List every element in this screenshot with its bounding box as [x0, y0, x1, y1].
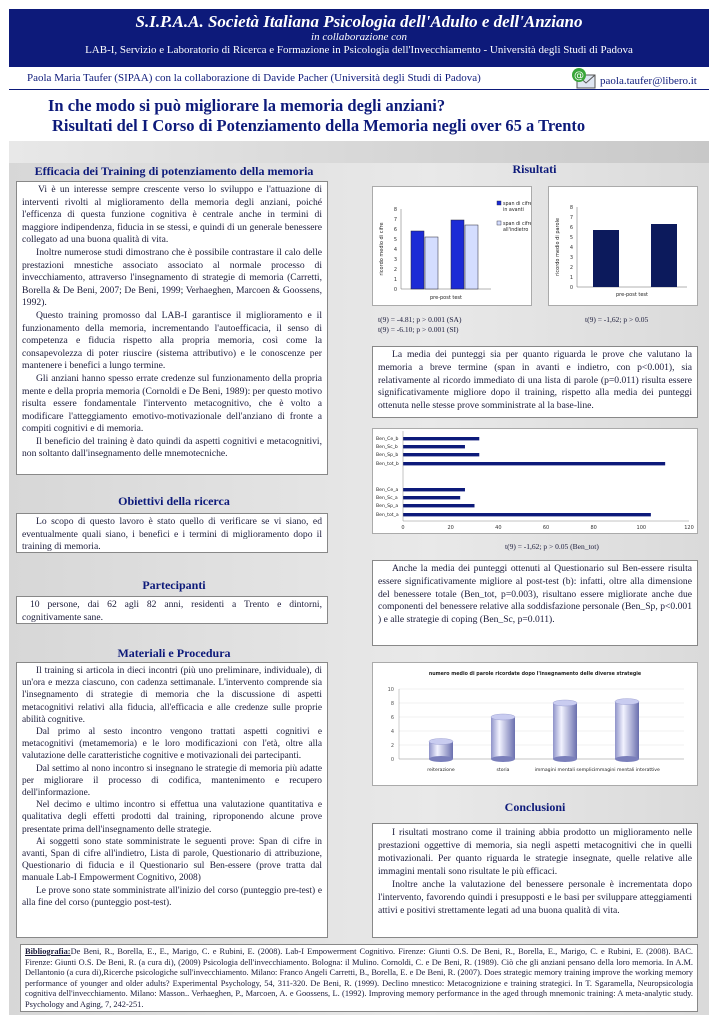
bar-Ben_tot_a: [403, 513, 651, 516]
bibliography-label: Bibliografia:: [25, 947, 71, 956]
y-tick-label: 10: [387, 687, 394, 693]
heading-obiettivi: Obiettivi della ricerca: [118, 494, 230, 508]
y-axis-label: ricordo medio di cifre: [379, 222, 385, 276]
bar-pre-0: [411, 231, 424, 289]
cylinder-base: [553, 756, 577, 762]
legend-label: span di cifre: [503, 222, 531, 227]
chart-parole-svg: [549, 187, 697, 305]
conclusioni-text: [372, 823, 698, 938]
materiali-p1: Il training si articola in dieci incontri (più uno preliminare, individuale), di un'ora e mezza ciascuno, con cadenza settimanale. L'intervento comprende sia l'insegnamento di strategie di memoria che la discussione di aspetti metacognitivi relativi alla fiducia, all'efficacia e alle credenze sulle proprie abilità cognitive.: [22, 666, 322, 725]
materiali-p6: Le prove sono state somministrate all'inizio del corso (punteggio pre-test) e alla fine del corso (punteggio post-test).: [22, 885, 322, 908]
chart-span-svg: [373, 187, 531, 305]
title-line-2: Risultati del I Corso di Potenziamento della Memoria negli over 65 a Trento: [52, 116, 586, 135]
bar-post-0: [451, 220, 464, 289]
cylinder-3: [615, 702, 639, 759]
y-tick-label: 0: [390, 757, 394, 763]
category-label: Ben_Sp_a: [376, 504, 399, 509]
chart-strategie: [372, 662, 698, 786]
heading-risultati: Risultati: [512, 162, 557, 176]
category-label: Ben_tot_a: [376, 513, 399, 518]
bibliography: [20, 944, 698, 1012]
efficacia-p1: Vi è un interesse sempre crescente verso lo sviluppo e l'attuazione di interventi rivolti al miglioramento della memoria degli anziani, poiché l'efficenza di questa funzione cognitiva è centrale anche in termini di maggiore indipendenza, fiducia in se stessi, e quindi di un generale benessere collegato ad una buona qualità di vita.: [22, 184, 322, 246]
header-subtitle: in collaborazione con: [311, 31, 407, 43]
materiali-p4: Nel decimo e ultimo incontro si effettua una valutazione quantitativa e qualitativa degli effetti prodotti dal training, riproponendo alcune prove presentate prima dell'insegnamento delle strategie.: [22, 800, 322, 835]
materiali-text: [16, 662, 328, 938]
category-label: Ben_Sc_a: [376, 496, 398, 501]
y-tick-label: 1: [393, 277, 397, 283]
bar-Ben_Ce_a: [403, 488, 465, 491]
stat-bentot: t(9) = -1,62; p > 0.05 (Ben_tot): [505, 542, 599, 551]
y-axis-label: ricordo medio di parole: [555, 217, 561, 277]
stat-parole: t(9) = -1,62; p > 0.05: [585, 315, 649, 324]
y-tick-label: 4: [569, 245, 573, 251]
title-line-1: In che modo si può migliorare la memoria degli anziani?: [48, 96, 446, 115]
cylinder-top: [429, 739, 453, 745]
x-tick-label: 100: [636, 525, 647, 531]
category-label: Ben_tot_b: [376, 462, 399, 467]
category-label: Ben_Ce_a: [376, 488, 399, 493]
y-tick-label: 5: [393, 237, 397, 243]
y-tick-label: 7: [393, 217, 397, 223]
stat-si: t(9) = -6.10; p > 0.001 (SI): [378, 325, 459, 334]
category-label: Ben_Sp_b: [376, 453, 399, 458]
y-tick-label: 3: [393, 257, 397, 263]
y-tick-label: 2: [393, 267, 397, 273]
y-tick-label: 6: [393, 227, 397, 233]
bar-Ben_Sp_a: [403, 504, 475, 507]
heading-efficacia: Efficacia dei Training di potenziamento della memoria: [34, 164, 314, 178]
efficacia-p4: Gli anziani hanno spesso errate credenze sul funzionamento della propria mente e della propria memoria (Cornoldi e De Beni, 1989): per questo motivo risulta essere fondamentale l'intervento metacognitivo, che è volto a modificare l'atteggiamento emotivo-motivazionale dell'anziano di fronte a compiti cognitivi e di memoria.: [22, 372, 322, 435]
cylinder-base: [615, 756, 639, 762]
bar-post: [651, 224, 677, 287]
email-link[interactable]: paola.taufer@libero.it: [600, 75, 697, 87]
y-tick-label: 5: [569, 235, 573, 241]
cylinder-1: [491, 717, 515, 759]
efficacia-p2: Inoltre numerose studi dimostrano che è possibile contrastare il calo delle prestazioni mnestiche associato associato al normale processo di invecchiamento, attraverso l'insegnamento di strategie di memoria (Carretti, Borella & De Beni, 2007; De Beni, 1999; Verhaeghen, Marcoen & Goossens, 1992).: [22, 246, 322, 309]
authors-line: Paola Maria Taufer (SIPAA) con la collaborazione di Davide Pacher (Università degli Studi di Padova): [27, 72, 481, 84]
cylinder-base: [491, 756, 515, 762]
header-banner: [9, 9, 709, 67]
header-divider: [9, 89, 709, 90]
cylinder-2: [553, 703, 577, 759]
heading-materiali: Materiali e Procedura: [117, 646, 231, 660]
category-label: storia: [496, 768, 510, 773]
partecipanti-text: [16, 596, 328, 624]
x-tick-label: 0: [401, 525, 405, 531]
email-icon: [571, 67, 597, 89]
chart-benessere: [372, 428, 698, 534]
bibliography-text: De Beni, R., Borella, E., E., Marigo, C. e Rubini, E. (2008). Lab-I Empowerment Cognitivo. Firenze: Giunti O.S. De Beni, R., Borella, E., Marigo, C. e Rubini, E. (2008). BAC. Firenze: Giunti O.S. De Beni, R. (a cura di), (2009) Psicologia dell'invecchiamento. Bologna: il Mulino. Cornoldi, C. e De Beni, R. (1989). Ciò che gli anziani pensano della loro memoria. In A.M. Dellantonio (a cura di),Ricerche psicologiche sull'invecchiamento. Milano: Franco Angeli Carretti, B., Borella, E. e De Beni, R. (2007). Does strategic memory training improve the working memory performance of younger and older adults? Experimental Psychology, 54, 311-320. De Beni, R. (1999). Declino mnestico: Metacognizione e training strategici. In T. Sgaramella, Neuropsicologia cognitiva dell'invecchiamento. Milano: Masson.. Verhaeghen, P., Marcoen, A. e Goossens, L. (1992). Improving memory performance in the aged through mnemonic training: A meta-analytic study. Psychology and Aging, 7, 242-251.: [25, 947, 693, 1009]
bar-Ben_tot_b: [403, 462, 665, 465]
risultati-text-1: [372, 346, 698, 418]
y-tick-label: 3: [569, 255, 573, 261]
conclusioni-p2: Inoltre anche la valutazione del benessere personale è incrementata dopo l'intervento, favorendo quindi i presupposti e le basi per sviluppare atteggiamenti attivi e positivi strettamente legati ad una buona qualità di vita.: [378, 879, 692, 916]
legend-label: all'indietro: [503, 228, 529, 233]
y-tick-label: 2: [390, 743, 394, 749]
efficacia-p3: Questo training promosso dal LAB-I garantisce il miglioramento e il funzionamento della memoria, incrementando l'autoefficacia, il senso di competenza e fiducia rispetto alla propria memoria, così come la consapevolezza di poter riuscire (sistema attributivo) e le conoscenze per mantenere i benefici a lungo termine.: [22, 309, 322, 372]
chart-parole: [548, 186, 698, 306]
y-tick-label: 6: [569, 225, 573, 231]
y-tick-label: 8: [390, 701, 394, 707]
efficacia-p5: Il beneficio del training è dato quindi da aspetti cognitivi e metacognitivi, non soltanto dall'insegnamento delle mnemotecniche.: [22, 435, 322, 460]
chart-span: [372, 186, 532, 306]
chart-benessere-svg: [373, 429, 697, 533]
x-axis-label: pre-post test: [430, 295, 462, 301]
legend-label: in avanti: [503, 208, 524, 213]
legend-swatch: [497, 221, 501, 225]
bar-Ben_Ce_b: [403, 437, 479, 440]
cylinder-top: [491, 714, 515, 720]
poster-title: [48, 96, 585, 136]
y-tick-label: 6: [390, 715, 394, 721]
category-label: reiterazione: [427, 768, 455, 773]
efficacia-text: [16, 181, 328, 475]
risultati-text-2: [372, 560, 698, 646]
partecipanti-p: 10 persone, dai 62 agli 82 anni, residenti a Trento e dintorni, cognitivamente sane.: [22, 599, 322, 623]
header-institution: LAB-I, Servizio e Laboratorio di Ricerca e Formazione in Psicologia dell'Invecchiamento - Università degli Studi di Padova: [85, 44, 633, 56]
chart-title: numero medio di parole ricordate dopo l'insegnamento delle diverse strategie: [428, 672, 642, 677]
category-label: immagini mentali semplici: [534, 768, 596, 773]
x-tick-label: 120: [684, 525, 694, 531]
conclusioni-p1: I risultati mostrano come il training abbia prodotto un miglioramento nelle prestazioni oggettive di memoria, sia negli aspetti metacognitivi che in quelli motivazionali. Per quanto riguarda le strategie insegnate, quelle relative alle immagini mentali sono risultate le più efficaci.: [378, 827, 692, 877]
y-tick-label: 4: [390, 729, 394, 735]
category-label: Ben_Ce_b: [376, 437, 399, 442]
category-label: Ben_Sc_b: [376, 445, 398, 450]
bar-Ben_Sc_a: [403, 496, 460, 499]
heading-partecipanti: Partecipanti: [142, 578, 206, 592]
x-tick-label: 60: [542, 525, 550, 531]
svg-text:@: @: [574, 70, 584, 82]
obiettivi-text: [16, 513, 328, 553]
legend-swatch: [497, 201, 501, 205]
chart-strategie-svg: [373, 663, 697, 785]
y-tick-label: 4: [393, 247, 397, 253]
materiali-p3: Dal settimo al nono incontro si insegnano le strategie di memoria più adatte per migliorare il processo di codifica, mantenimento e recupero dell'informazione.: [22, 763, 322, 799]
cylinder-top: [615, 699, 639, 705]
x-axis-label: pre-post test: [616, 292, 648, 298]
x-tick-label: 40: [495, 525, 502, 531]
y-tick-label: 8: [569, 205, 573, 211]
top-stripe: [9, 141, 709, 163]
category-label: immagini mentali interattive: [594, 768, 660, 773]
bar-Ben_Sc_b: [403, 445, 465, 448]
risultati-p1: La media dei punteggi sia per quanto riguarda le prove che valutano la memoria a breve termine (span in avanti e indietro, con p<0.001), sia relativamente al ricordo immediato di una lista di parole (p=0.011) risulta essere significativamente migliore dopo il training, rispetto alla media dei punteggi ottenuta nelle stesse prove somministrate al la base-line.: [378, 349, 692, 412]
y-tick-label: 1: [569, 275, 573, 281]
bar-Ben_Sp_b: [403, 453, 479, 456]
cylinder-top: [553, 700, 577, 706]
y-tick-label: 2: [569, 265, 573, 271]
y-tick-label: 0: [569, 285, 573, 291]
stat-sa: t(9) = -4.81; p > 0.001 (SA): [378, 315, 462, 324]
legend-label: span di cifre: [503, 202, 531, 207]
materiali-p2: Dal primo al sesto incontro vengono trattati aspetti cognitivi e metacognitivi (metamemoria) e le loro modificazioni con l'età, oltre alla valutazione delle caratteristiche cognitive e motivazionali dei partecipanti.: [22, 727, 322, 762]
x-tick-label: 20: [447, 525, 454, 531]
y-tick-label: 7: [569, 215, 573, 221]
risultati-p2: Anche la media dei punteggi ottenuti al Questionario sul Ben-essere risulta essere significativamente migliore al post-test (b): infatti, oltre alla dimensione del benessere totale (Ben_tot, p=0.003), risultano essere migliorate anche due componenti del benessere relative alla soddisfazione personale (Ben_Sp, p<0.001 ) e alle strategie di coping (Ben_Sc, p=0.011).: [378, 563, 692, 626]
x-tick-label: 80: [590, 525, 597, 531]
bar-post-1: [465, 225, 478, 289]
y-tick-label: 0: [393, 287, 397, 293]
heading-conclusioni: Conclusioni: [504, 800, 566, 814]
obiettivi-p: Lo scopo di questo lavoro è stato quello di verificare se vi siano, ed eventualmente quali siano, i benefici e i termini di miglioramento dopo il training di memoria.: [22, 516, 322, 553]
bar-pre-1: [425, 237, 438, 289]
y-tick-label: 8: [393, 207, 397, 213]
bar-pre: [593, 230, 619, 287]
cylinder-base: [429, 756, 453, 762]
materiali-p5: Ai soggetti sono state somministrate le seguenti prove: Span di cifre in avanti, Span di cifre all'indietro, Lista di parole, Questionario di attribuzione, Questionario di fiducia e il Questionario sul Ben-essere (prove tratta dal manuale Lab-I Empowerment Cognitivo, 2008): [22, 836, 322, 884]
header-title: S.I.P.A.A. Società Italiana Psicologia dell'Adulto e dell'Anziano: [135, 12, 583, 31]
